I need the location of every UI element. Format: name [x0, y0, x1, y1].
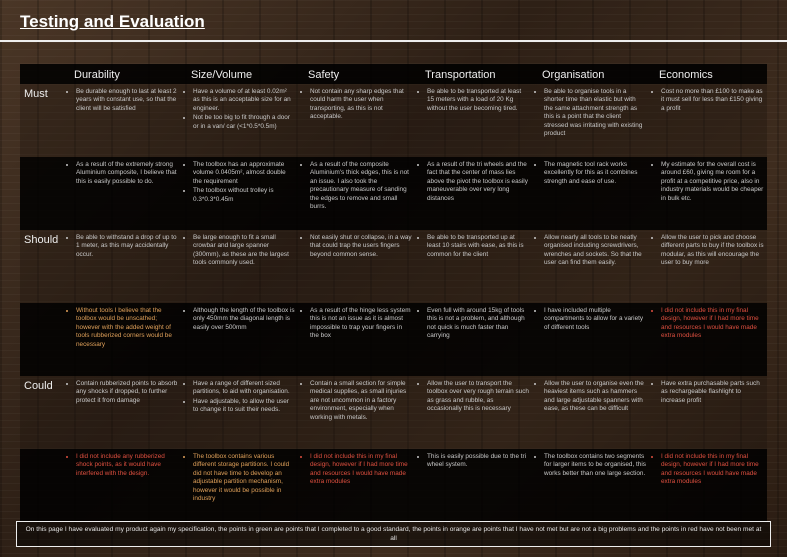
list-item: • Have a range of different sized partitions, to aid with organisation.: [193, 380, 295, 397]
should-spec-row: [20, 230, 767, 303]
eval-could-transport: [415, 449, 532, 522]
col-header-durability: Durability: [64, 64, 181, 84]
cell-could-safety: [298, 376, 415, 449]
row-label-must: Must: [20, 84, 64, 157]
row-label-could: Could: [20, 376, 64, 449]
cell-could-size: [181, 376, 298, 449]
list-item: • Cost no more than £100 to make as it must sell for less than £150 giving a profit: [661, 88, 764, 113]
eval-should-safety: [298, 303, 415, 376]
cell-should-economics: [649, 230, 767, 303]
list-item: • The toolbox without trolley is 0.3*0.3*0.45m: [193, 187, 295, 204]
list-item: • Not easily shut or collapse, in a way that could trap the users fingers beyond common sense.: [310, 234, 412, 259]
row-label-empty: [20, 157, 64, 230]
must-eval-row: [20, 157, 767, 230]
list-item: • Allow the user to pick and choose different parts to buy if the toolbox is modular, as this will encourage the user to buy more: [661, 234, 764, 268]
list-item: • Be able to withstand a drop of up to 1 meter, as this may accidentally occur.: [76, 234, 178, 259]
list-item: • As a result of the extremely strong Aluminium composite, I believe that this is easily possible to do.: [76, 161, 178, 186]
list-item: • The toolbox contains various different storage partitions. I could did not have time to develop an adjustable partition mechanism, however it would be possible in industry: [193, 453, 295, 503]
list-item: • Be able to organise tools in a shorter time than elastic but with the same attachment strength as this is a point that the client stressed was irritating with existing product: [544, 88, 646, 138]
list-item: • I have included multiple compartments to allow for a variety of different tools: [544, 307, 646, 332]
list-item: • Be able to be transported at least 15 meters with a load of 20 Kg without the user becoming tired.: [427, 88, 529, 113]
list-item: • The toolbox contains two segments for larger items to be organised, this works better than one large section.: [544, 453, 646, 478]
cell-should-organisation: [532, 230, 649, 303]
could-eval-row: [20, 449, 767, 522]
col-header-transport: Transportation: [415, 64, 532, 84]
cell-must-organisation: [532, 84, 649, 157]
row-label-empty: [20, 449, 64, 522]
list-item: • As a result of the tri wheels and the fact that the center of mass lies above the pivot the toolbox is easily maneuverable over very long distances: [427, 161, 529, 203]
must-spec-row: [20, 84, 767, 157]
evaluation-table: [20, 64, 767, 522]
eval-should-transport: [415, 303, 532, 376]
list-item: • Without tools I believe that the toolbox would be unscathed; however with the added weight of tools rubberized corners would be necessary: [76, 307, 178, 349]
list-item: • Be large enough to fit a small crowbar and large spanner (300mm), as these are the largest tools commonly used.: [193, 234, 295, 268]
row-label-empty: [20, 303, 64, 376]
eval-must-economics: [649, 157, 767, 230]
list-item: • Contain a small section for simple medical supplies, as small injuries are not uncommon in a factory environment, especially when working with metals.: [310, 380, 412, 422]
list-item: • Although the length of the toolbox is only 450mm the diagonal length is easily over 500mm: [193, 307, 295, 332]
eval-could-size: [181, 449, 298, 522]
header-row: [20, 64, 767, 84]
cell-could-transport: [415, 376, 532, 449]
list-item: • As a result of the hinge less system this is not an issue as it is almost impossible to trap your fingers in the box: [310, 307, 412, 341]
list-item: • Not be too big to fit through a door or in a van/ car (<1*0.5*0.5m): [193, 114, 295, 131]
eval-should-durability: [64, 303, 181, 376]
cell-could-organisation: [532, 376, 649, 449]
list-item: • I did not include this in my final design, however if I had more time and resources I would have made extra modules: [661, 453, 764, 487]
cell-could-durability: [64, 376, 181, 449]
col-header-safety: Safety: [298, 64, 415, 84]
eval-could-organisation: [532, 449, 649, 522]
list-item: • I did not include any rubberized shock points, as it would have interfered with the design.: [76, 453, 178, 478]
list-item: • Be able to be transported up at least 10 stairs with ease, as this is common for the client: [427, 234, 529, 259]
eval-could-economics: [649, 449, 767, 522]
list-item: • Not contain any sharp edges that could harm the user when transporting, as this is not acceptable.: [310, 88, 412, 122]
col-header-organisation: Organisation: [532, 64, 649, 84]
list-item: • I did not include this in my final design, however if I had more time and resources I would have made extra modules: [310, 453, 412, 487]
cell-should-safety: [298, 230, 415, 303]
summary-footer: On this page I have evaluated my product again my specification, the points in green are points that I completed to a good standard, the points in orange are points that I have not met but are not a big problems and the points in red have not been met at all: [16, 521, 771, 547]
list-item: • Have adjustable, to allow the user to change it to suit their needs.: [193, 398, 295, 415]
eval-could-durability: [64, 449, 181, 522]
eval-must-safety: [298, 157, 415, 230]
should-eval-row: [20, 303, 767, 376]
cell-must-transport: [415, 84, 532, 157]
eval-must-durability: [64, 157, 181, 230]
eval-should-organisation: [532, 303, 649, 376]
col-header-economics: Economics: [649, 64, 767, 84]
cell-could-economics: [649, 376, 767, 449]
list-item: • The magnetic tool rack works excellently for this as it combines strength and ease of use.: [544, 161, 646, 186]
eval-must-transport: [415, 157, 532, 230]
could-spec-row: [20, 376, 767, 449]
list-item: • Allow the user to transport the toolbox over very rough terrain such as grass and rubble, as occasionally this is necessary: [427, 380, 529, 414]
title-divider: [0, 40, 787, 42]
list-item: • I did not include this in my final design, however if I had more time and resources I would have made extra modules: [661, 307, 764, 341]
cell-must-durability: [64, 84, 181, 157]
eval-must-organisation: [532, 157, 649, 230]
list-item: • This is easily possible due to the tri wheel system.: [427, 453, 529, 470]
cell-must-size: [181, 84, 298, 157]
list-item: • Even full with around 15kg of tools this is not a problem, and although not quick is much faster than carrying: [427, 307, 529, 341]
list-item: • Have a volume of at least 0.02m² as this is an acceptable size for an engineer.: [193, 88, 295, 113]
corner-cell: [20, 64, 64, 84]
row-label-should: Should: [20, 230, 64, 303]
cell-must-economics: [649, 84, 767, 157]
list-item: • As a result of the composite Aluminium's thick edges, this is not an issue. I also took the precautionary measure of sanding the edges to remove and small burrs.: [310, 161, 412, 211]
list-item: • Be durable enough to last at least 2 years with constant use, so that the client will be satisfied: [76, 88, 178, 113]
eval-should-size: [181, 303, 298, 376]
list-item: • My estimate for the overall cost is around £60, giving me room for a profit at a competitive price, also in industry materials would be cheaper in bulk etc.: [661, 161, 764, 203]
list-item: • Allow the user to organise even the heaviest items such as hammers and large adjustable spanners with ease, as these can be difficult: [544, 380, 646, 414]
cell-should-size: [181, 230, 298, 303]
list-item: • The toolbox has an approximate volume 0.0405m², almost double the requirement: [193, 161, 295, 186]
eval-could-safety: [298, 449, 415, 522]
col-header-size: Size/Volume: [181, 64, 298, 84]
list-item: • Allow nearly all tools to be neatly organised including screwdrivers, wrenches and sockets. So that the user can find them easily.: [544, 234, 646, 268]
eval-should-economics: [649, 303, 767, 376]
list-item: • Have extra purchasable parts such as rechargeable flashlight to increase profit: [661, 380, 764, 405]
page-title: Testing and Evaluation: [20, 12, 205, 31]
list-item: • Contain rubberized points to absorb any shocks if dropped, to further protect it from damage: [76, 380, 178, 405]
cell-must-safety: [298, 84, 415, 157]
cell-should-durability: [64, 230, 181, 303]
eval-must-size: [181, 157, 298, 230]
cell-should-transport: [415, 230, 532, 303]
